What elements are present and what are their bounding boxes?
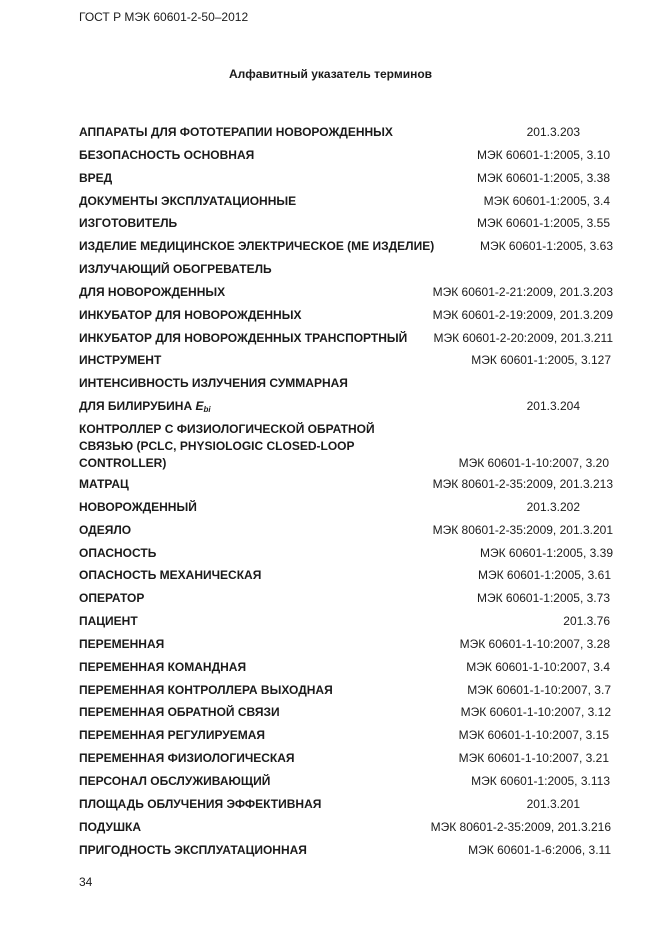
index-term-text: ПОДУШКА [79,820,142,834]
index-reference: 201.3.201 [526,797,580,811]
index-reference: МЭК 60601-2-20:2009, 201.3.211 [433,331,613,345]
index-entry [79,819,611,836]
index-term [79,704,280,721]
index-term [79,476,129,493]
index-term [79,659,246,676]
index-term [79,284,225,301]
index-term [79,147,254,164]
term-symbol-subscript: bi [203,405,211,414]
index-reference: МЭК 60601-1-10:2007, 3.28 [459,637,610,651]
index-term-text: НОВОРОЖДЕННЫЙ [79,500,197,514]
index-term-text: ПЕРСОНАЛ ОБСЛУЖИВАЮЩИЙ [79,774,271,788]
index-term [79,330,407,347]
index-reference: МЭК 60601-1-10:2007, 3.12 [460,705,611,719]
index-term-text: ПЕРЕМЕННАЯ [79,637,165,651]
index-reference: МЭК 60601-1:2005, 3.10 [476,148,610,162]
index-term-text: ВРЕД [79,171,113,185]
index-term-text: ПЕРЕМЕННАЯ РЕГУЛИРУЕМАЯ [79,728,266,742]
index-reference: 201.3.203 [526,125,580,139]
index-term-text: ОПАСНОСТЬ [79,546,157,560]
index-term-text: ИНСТРУМЕНТ [79,353,162,367]
index-entry [79,682,611,699]
index-reference: МЭК 80601-2-35:2009, 201.3.213 [432,477,613,491]
index-term-text: ПЕРЕМЕННАЯ КОМАНДНАЯ [79,660,247,674]
index-term [79,398,211,418]
index-reference: МЭК 80601-2-35:2009, 201.3.201 [432,523,613,537]
index-reference: МЭК 60601-1-10:2007, 3.15 [458,728,609,742]
index-term-text: ПРИГОДНОСТЬ ЭКСПЛУАТАЦИОННАЯ [79,843,307,857]
index-term-text: ДЛЯ БИЛИРУБИНА [79,399,193,413]
index-reference: МЭК 60601-1-10:2007, 3.4 [466,660,610,674]
index-term-text: ДОКУМЕНТЫ ЭКСПЛУАТАЦИОННЫЕ [79,194,297,208]
index-term [79,773,270,790]
index-reference: МЭК 60601-1:2005, 3.63 [479,239,613,253]
index-entry [79,421,611,472]
index-term [79,636,164,653]
index-term [79,238,434,255]
index-entry [79,476,611,493]
index-reference: МЭК 60601-1:2005, 3.55 [476,216,610,230]
index-term-text: ОПАСНОСТЬ МЕХАНИЧЕСКАЯ [79,568,262,582]
index-entry [79,398,611,415]
index-term [79,215,177,232]
index-term-text: ИНТЕНСИВНОСТЬ ИЗЛУЧЕНИЯ СУММАРНАЯ [79,376,348,390]
index-reference: МЭК 60601-1-10:2007, 3.21 [458,751,609,765]
index-term [79,307,301,324]
index-term-text: ПЕРЕМЕННАЯ ОБРАТНОЙ СВЯЗИ [79,705,280,719]
index-term-text: МАТРАЦ [79,477,129,491]
index-reference: МЭК 60601-1:2005, 3.4 [483,194,610,208]
index-term-text: ПЛОЩАДЬ ОБЛУЧЕНИЯ ЭФФЕКТИВНАЯ [79,797,322,811]
index-term-text: ОДЕЯЛО [79,523,132,537]
index-term-text: ИЗДЕЛИЕ МЕДИЦИНСКОЕ ЭЛЕКТРИЧЕСКОЕ (МЕ ИЗДЕЛИЕ) [79,239,435,253]
index-term [79,796,321,813]
index-term-text: ИНКУБАТОР ДЛЯ НОВОРОЖДЕННЫХ ТРАНСПОРТНЫЙ [79,331,408,345]
index-term-text: АППАРАТЫ ДЛЯ ФОТОТЕРАПИИ НОВОРОЖДЕННЫХ [79,125,393,139]
index-term [79,545,156,562]
index-term [79,682,333,699]
index-title: Алфавитный указатель терминов [228,67,433,81]
index-entry [79,545,611,562]
index-entry [79,522,611,539]
index-reference: МЭК 60601-1:2005, 3.38 [476,171,610,185]
term-symbol: $E_{bi}$ [195,399,211,414]
index-term [79,421,375,472]
index-entry [79,773,611,790]
index-reference: МЭК 60601-1-10:2007, 3.7 [467,683,611,697]
index-term [79,170,112,187]
index-reference: МЭК 60601-1:2005, 3.39 [479,546,613,560]
index-entry [79,499,611,516]
index-reference: МЭК 60601-1:2005, 3.73 [476,591,610,605]
index-reference: 201.3.76 [563,614,610,628]
index-term [79,261,272,278]
index-entry [79,750,611,767]
index-entry [79,567,611,584]
index-term [79,124,393,141]
index-term-text: ИЗЛУЧАЮЩИЙ ОБОГРЕВАТЕЛЬ [79,262,272,276]
index-term [79,522,131,539]
index-entry [79,659,611,676]
index-entry [79,375,611,392]
index-entry [79,636,611,653]
document-header: ГОСТ Р МЭК 60601-2-50–2012 [79,10,249,24]
index-reference: МЭК 60601-2-21:2009, 201.3.203 [432,285,613,299]
index-term [79,613,138,630]
index-term [79,499,197,516]
index-term [79,727,265,744]
index-entry [79,193,611,210]
index-reference: МЭК 60601-1:2005, 3.113 [471,774,610,788]
index-reference: МЭК 60601-1:2005, 3.127 [471,353,611,367]
index-term [79,193,296,210]
index-entry [79,590,611,607]
index-entry [79,330,611,347]
index-reference: 201.3.202 [526,500,580,514]
index-term-text: ПЕРЕМЕННАЯ ФИЗИОЛОГИЧЕСКАЯ [79,751,295,765]
index-entry [79,727,611,744]
index-entry [79,170,611,187]
index-term-text: ПАЦИЕНТ [79,614,138,628]
index-entry [79,613,611,630]
index-term-text: ИНКУБАТОР ДЛЯ НОВОРОЖДЕННЫХ [79,308,302,322]
index-entry [79,352,611,369]
index-reference: МЭК 60601-1:2005, 3.61 [477,568,611,582]
index-term [79,567,261,584]
index-entry [79,238,611,255]
index-term [79,590,144,607]
index-term-text: ПЕРЕМЕННАЯ КОНТРОЛЛЕРА ВЫХОДНАЯ [79,683,333,697]
index-reference: МЭК 60601-2-19:2009, 201.3.209 [432,308,613,322]
index-entry [79,796,611,813]
index-entry [79,215,611,232]
index-term-text: КОНТРОЛЛЕР С ФИЗИОЛОГИЧЕСКОЙ ОБРАТНОЙ СВЯЗЬЮ (PCLC, PHYSIOLOGIC CLOSED-LOOP CONTROLLER) [79,422,375,470]
index-term [79,352,161,369]
index-reference: МЭК 60601-1-6:2006, 3.11 [468,843,611,857]
index-reference: 201.3.204 [526,399,580,413]
index-term [79,842,307,859]
index-entry [79,842,611,859]
index-term-text: БЕЗОПАСНОСТЬ ОСНОВНАЯ [79,148,255,162]
index-term-text: ОПЕРАТОР [79,591,145,605]
index-entry [79,704,611,721]
index-entry [79,284,611,301]
index-term [79,819,141,836]
page-number: 34 [79,875,93,889]
index-entry [79,147,611,164]
index-term-text: ДЛЯ НОВОРОЖДЕННЫХ [79,285,226,299]
index-entry [79,124,611,141]
index-term-text: ИЗГОТОВИТЕЛЬ [79,216,178,230]
index-entry [79,261,611,278]
index-reference: МЭК 80601-2-35:2009, 201.3.216 [430,820,611,834]
index-entry [79,307,611,324]
index-term [79,750,295,767]
index-term [79,375,348,392]
index-reference: МЭК 60601-1-10:2007, 3.20 [458,456,609,470]
